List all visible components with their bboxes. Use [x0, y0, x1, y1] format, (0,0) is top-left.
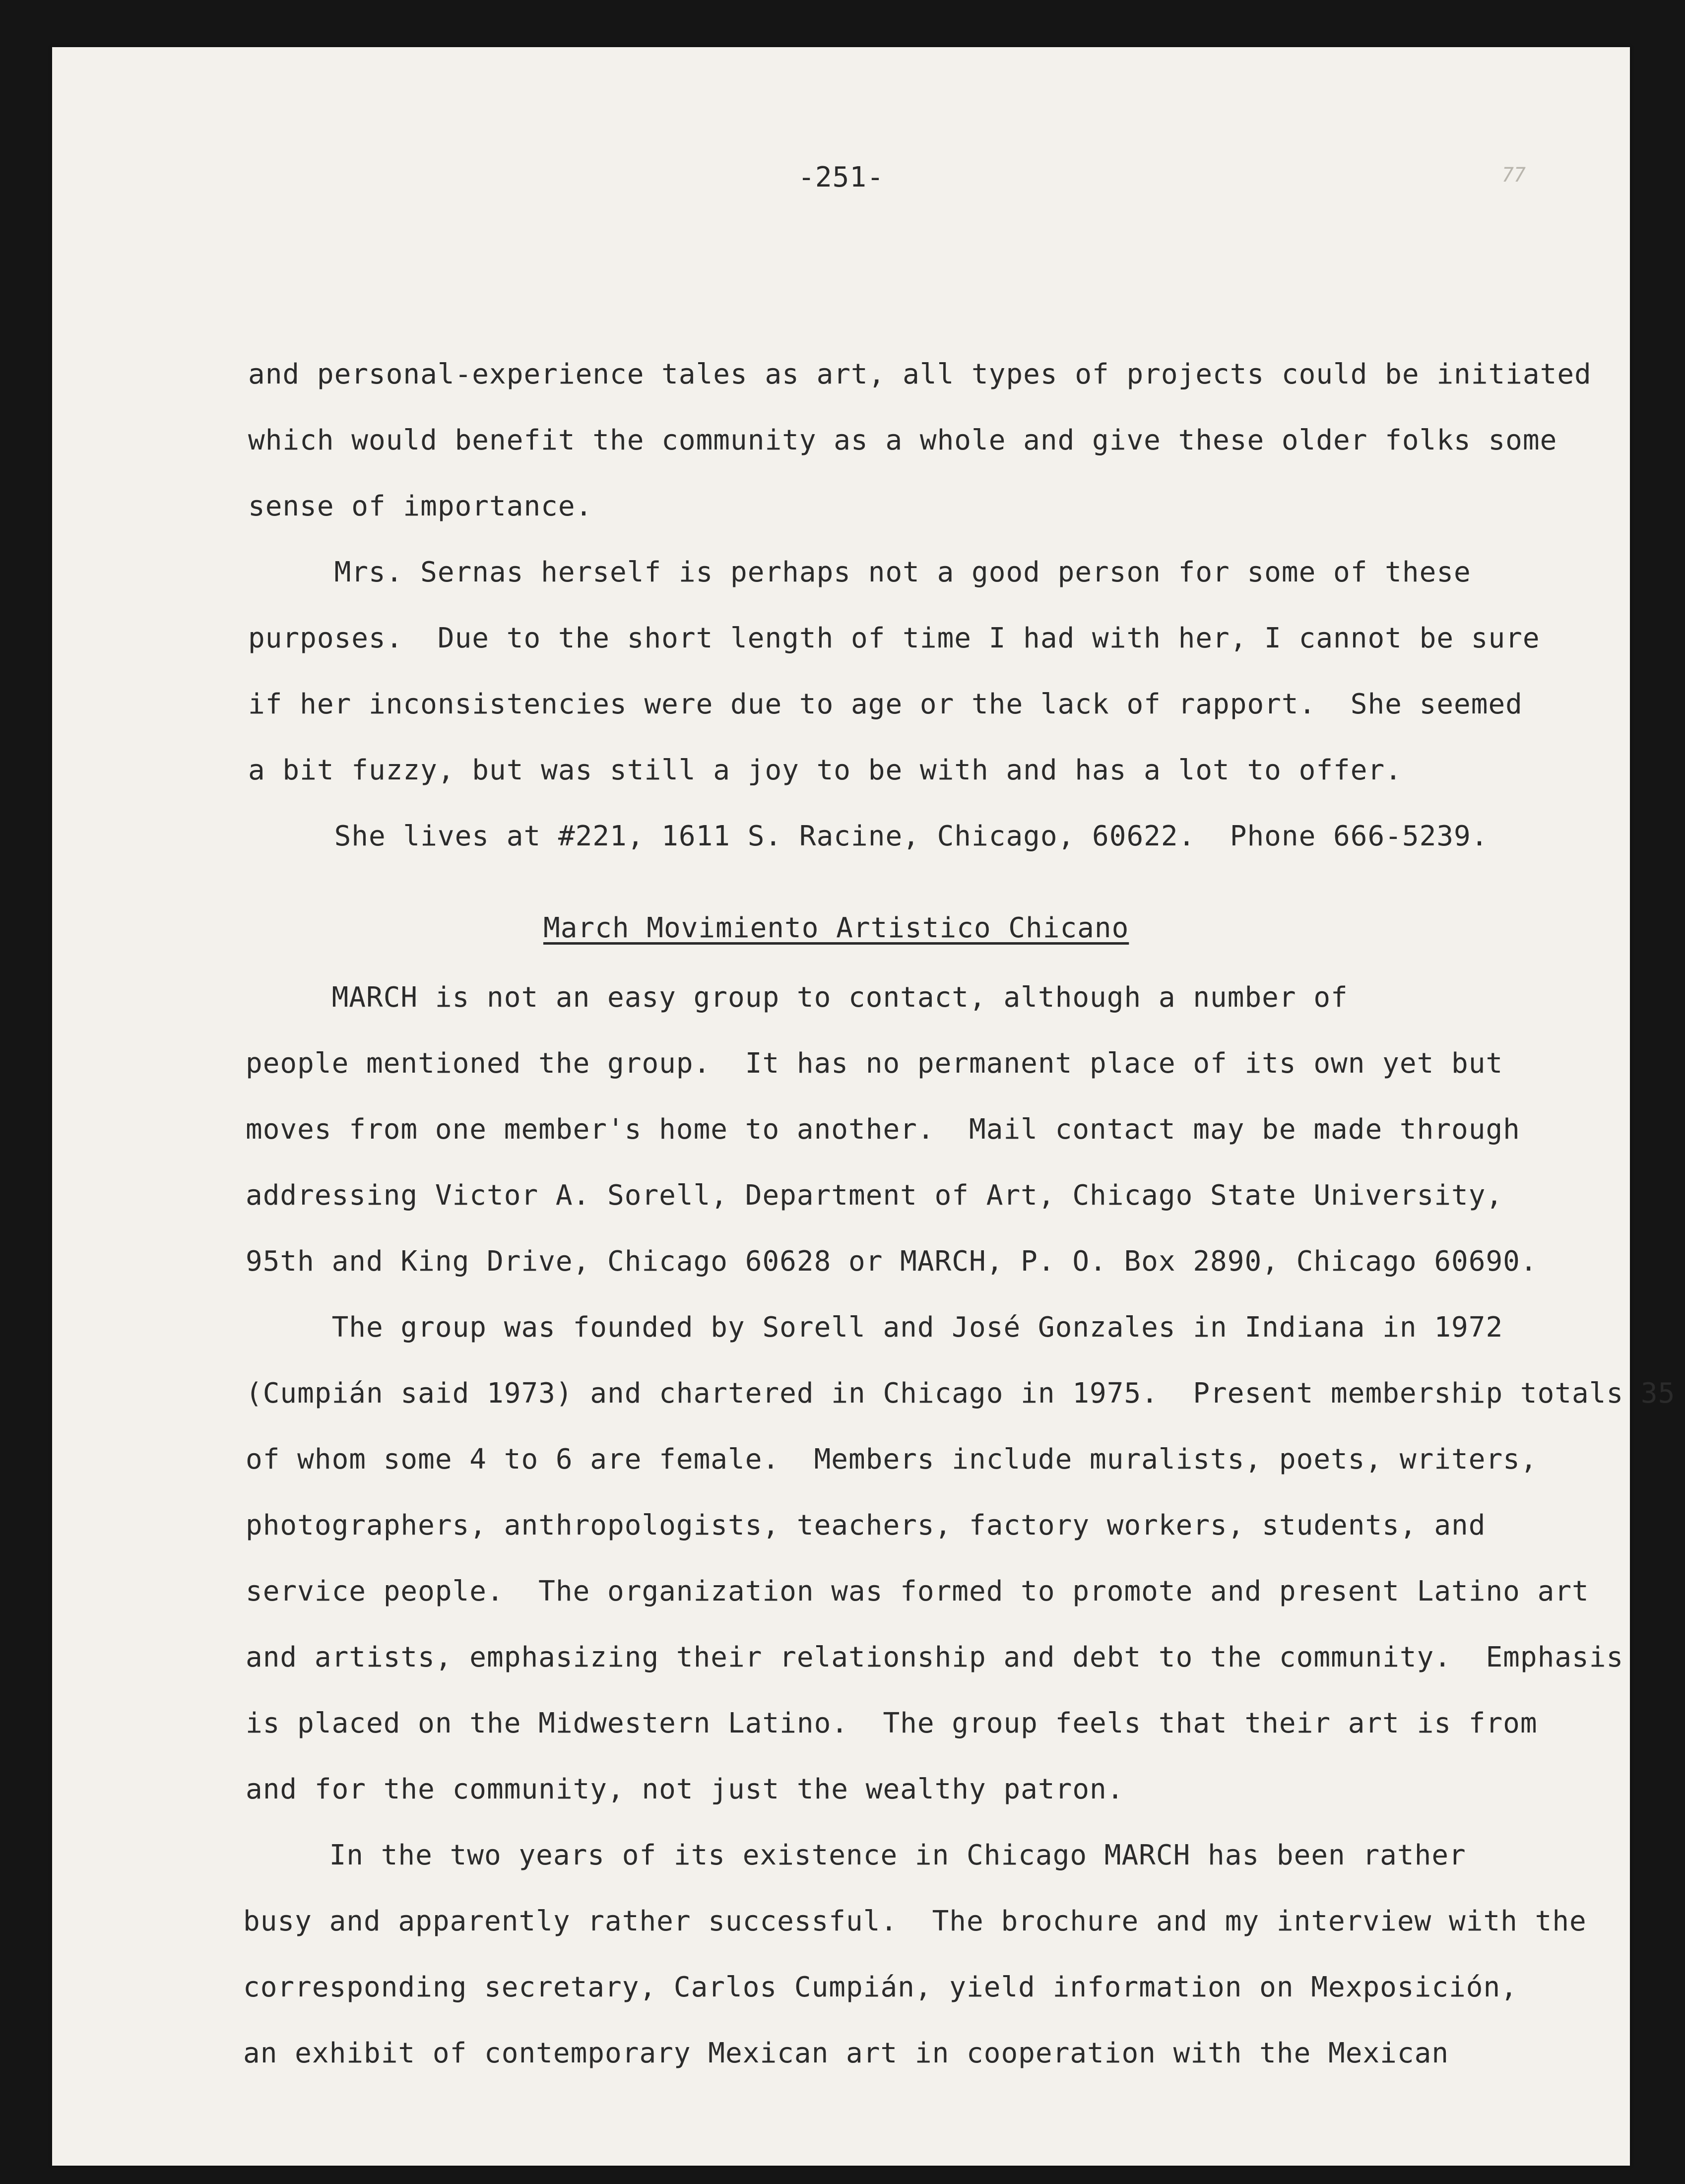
- text-line: photographers, anthropologists, teachers, factory workers, students, and: [246, 1509, 1486, 1542]
- page-number: -251-: [798, 161, 884, 193]
- text-line: of whom some 4 to 6 are female. Members include muralists, poets, writers,: [246, 1443, 1538, 1476]
- margin-pencil-mark: 77: [1501, 164, 1526, 187]
- text-line: people mentioned the group. It has no permanent place of its own yet but: [246, 1047, 1503, 1080]
- section-heading: March Movimiento Artistico Chicano: [543, 912, 1129, 944]
- text-line: She lives at #221, 1611 S. Racine, Chicago, 60622. Phone 666-5239.: [248, 820, 1489, 852]
- text-line: and for the community, not just the wealthy patron.: [246, 1773, 1124, 1805]
- text-line: is placed on the Midwestern Latino. The group feels that their art is from: [246, 1707, 1538, 1739]
- text-line: addressing Victor A. Sorell, Department of Art, Chicago State University,: [246, 1179, 1503, 1212]
- text-line: if her inconsistencies were due to age or the lack of rapport. She seemed: [248, 688, 1523, 720]
- text-line: an exhibit of contemporary Mexican art in cooperation with the Mexican: [243, 2037, 1449, 2069]
- text-line: corresponding secretary, Carlos Cumpián, yield information on Mexposición,: [243, 1971, 1518, 2003]
- text-line: busy and apparently rather successful. The brochure and my interview with the: [243, 1905, 1587, 1937]
- text-line: 95th and King Drive, Chicago 60628 or MARCH, P. O. Box 2890, Chicago 60690.: [246, 1245, 1538, 1278]
- text-line: The group was founded by Sorell and José Gonzales in Indiana in 1972: [246, 1311, 1503, 1344]
- text-line: In the two years of its existence in Chicago MARCH has been rather: [243, 1839, 1466, 1871]
- text-line: which would benefit the community as a whole and give these older folks some: [248, 424, 1557, 456]
- text-line: (Cumpián said 1973) and chartered in Chicago in 1975. Present membership totals 35: [246, 1377, 1676, 1410]
- text-line: service people. The organization was formed to promote and present Latino art: [246, 1575, 1589, 1607]
- text-line: Mrs. Sernas herself is perhaps not a good person for some of these: [248, 556, 1471, 588]
- text-line: moves from one member's home to another. Mail contact may be made through: [246, 1113, 1520, 1146]
- typed-page: [52, 47, 1676, 2166]
- text-line: and personal-experience tales as art, all types of projects could be initiated: [248, 358, 1592, 390]
- text-line: purposes. Due to the short length of time I had with her, I cannot be sure: [248, 622, 1540, 654]
- text-line: a bit fuzzy, but was still a joy to be with and has a lot to offer.: [248, 754, 1402, 786]
- text-line: sense of importance.: [248, 490, 593, 522]
- text-line: and artists, emphasizing their relationship and debt to the community. Emphasis: [246, 1641, 1624, 1673]
- text-line: MARCH is not an easy group to contact, although a number of: [246, 981, 1348, 1014]
